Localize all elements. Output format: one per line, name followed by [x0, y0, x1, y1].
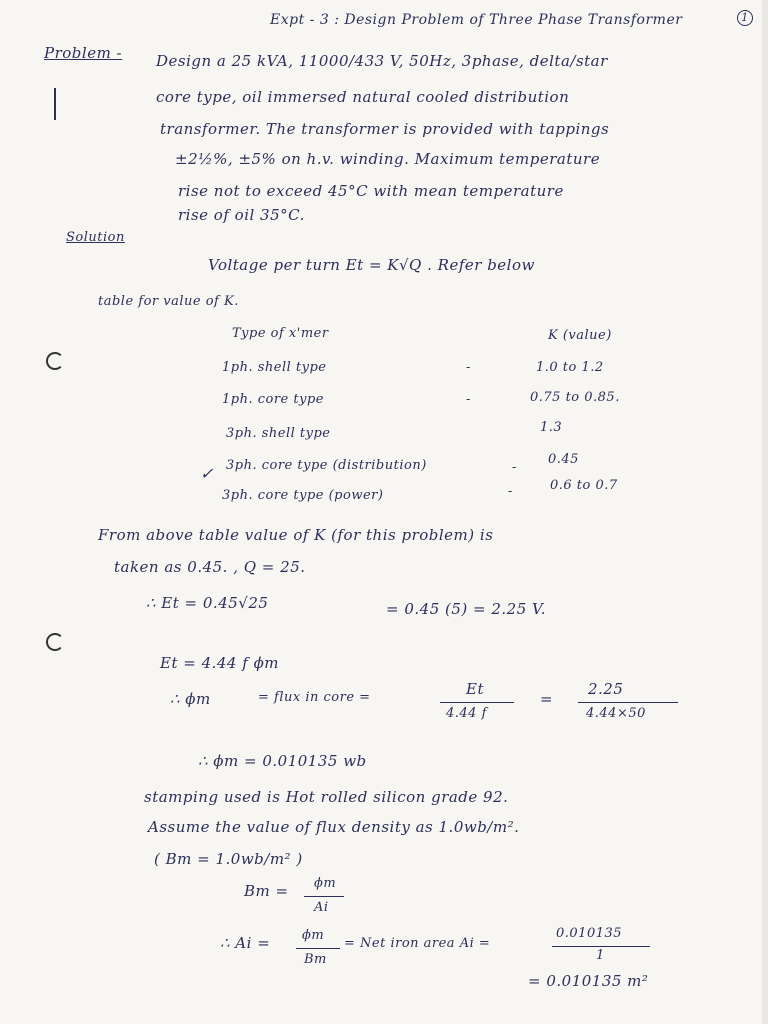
page-edge: [762, 0, 768, 1024]
calc-11-numerator-2: 0.010135: [556, 926, 623, 941]
fraction-line-5c: [440, 702, 514, 703]
fraction-line-5e: [578, 702, 678, 703]
table-row-2-k: 0.75 to 0.85.: [530, 390, 620, 405]
table-row-2-type: 1ph. core type: [222, 392, 324, 407]
table-row-1-dash: -: [466, 360, 471, 375]
calc-line-1: From above table value of K (for this problem) is: [98, 526, 494, 544]
problem-line-1: Design a 25 kVA, 11000/433 V, 50Hz, 3phase, delta/star: [156, 52, 608, 70]
table-header-k: K (value): [548, 328, 612, 343]
calc-10-denominator: Ai: [314, 900, 329, 915]
calc-line-2: taken as 0.45. , Q = 25.: [114, 558, 306, 576]
calc-line-12: = 0.010135 m²: [528, 972, 649, 990]
page-title: Expt - 3 : Design Problem of Three Phase Transformer: [270, 12, 683, 28]
table-row-1-k: 1.0 to 1.2: [536, 360, 604, 375]
calc-5e-denominator: 4.44×50: [586, 706, 646, 721]
punch-hole-bottom: [46, 633, 64, 651]
problem-line-6: rise of oil 35°C.: [178, 206, 305, 224]
margin-mark: [54, 88, 56, 120]
calc-line-3b: = 0.45 (5) = 2.25 V.: [386, 600, 546, 618]
table-row-3-k: 1.3: [540, 420, 563, 435]
calc-line-6: ∴ ϕm = 0.010135 wb: [198, 752, 367, 770]
calc-10-numerator: ϕm: [314, 876, 337, 891]
calc-line-8: Assume the value of flux density as 1.0wb/m².: [148, 818, 520, 836]
table-row-5-type: 3ph. core type (power): [222, 488, 384, 503]
calc-line-5b: = flux in core =: [258, 690, 371, 705]
calc-5c-numerator: Et: [466, 680, 484, 698]
solution-intro: Voltage per turn Et = K√Q . Refer below: [208, 256, 535, 274]
solution-label: Solution: [66, 230, 125, 245]
calc-5c-denominator: 4.44 f: [446, 706, 487, 721]
table-row-1-type: 1ph. shell type: [222, 360, 327, 375]
calc-line-10a: Bm =: [244, 882, 289, 900]
problem-line-4: ±2½%, ±5% on h.v. winding. Maximum temperature: [175, 150, 601, 168]
table-row-4-k: 0.45: [548, 452, 579, 467]
table-row-4-dash: -: [512, 460, 517, 475]
table-header-type: Type of x'mer: [232, 326, 329, 341]
calc-line-4: Et = 4.44 f ϕm: [160, 654, 280, 672]
punch-hole-top: [46, 352, 64, 370]
calc-line-11a: ∴ Ai =: [220, 934, 271, 952]
problem-line-5: rise not to exceed 45°C with mean temperature: [178, 182, 564, 200]
calc-11-numerator: ϕm: [302, 928, 325, 943]
calc-11-denominator-2: 1: [596, 948, 605, 963]
calc-line-11b: = Net iron area Ai =: [344, 936, 491, 951]
table-row-4-type: 3ph. core type (distribution): [226, 458, 427, 473]
solution-intro-2: table for value of K.: [98, 294, 239, 309]
table-row-2-dash: -: [466, 392, 471, 407]
calc-5d-equals: =: [540, 690, 554, 708]
calc-line-7: stamping used is Hot rolled silicon grade 92.: [144, 788, 509, 806]
fraction-line-11b: [552, 946, 650, 947]
table-row-5-k: 0.6 to 0.7: [550, 478, 618, 493]
page-number: 1: [737, 10, 753, 26]
problem-line-2: core type, oil immersed natural cooled distribution: [156, 88, 570, 106]
calc-line-9: ( Bm = 1.0wb/m² ): [154, 850, 303, 868]
table-row-5-dash: -: [508, 484, 513, 499]
calc-5e-numerator: 2.25: [588, 680, 624, 698]
fraction-line-11: [296, 948, 340, 949]
calc-11-denominator: Bm: [304, 952, 327, 967]
check-mark: ✓: [200, 464, 214, 483]
fraction-line-10: [304, 896, 344, 897]
calc-line-5a: ∴ ϕm: [170, 690, 211, 708]
problem-line-3: transformer. The transformer is provided with tappings: [160, 120, 610, 138]
problem-label: Problem -: [44, 44, 123, 62]
calc-line-3a: ∴ Et = 0.45√25: [146, 594, 269, 612]
table-row-3-type: 3ph. shell type: [226, 426, 331, 441]
